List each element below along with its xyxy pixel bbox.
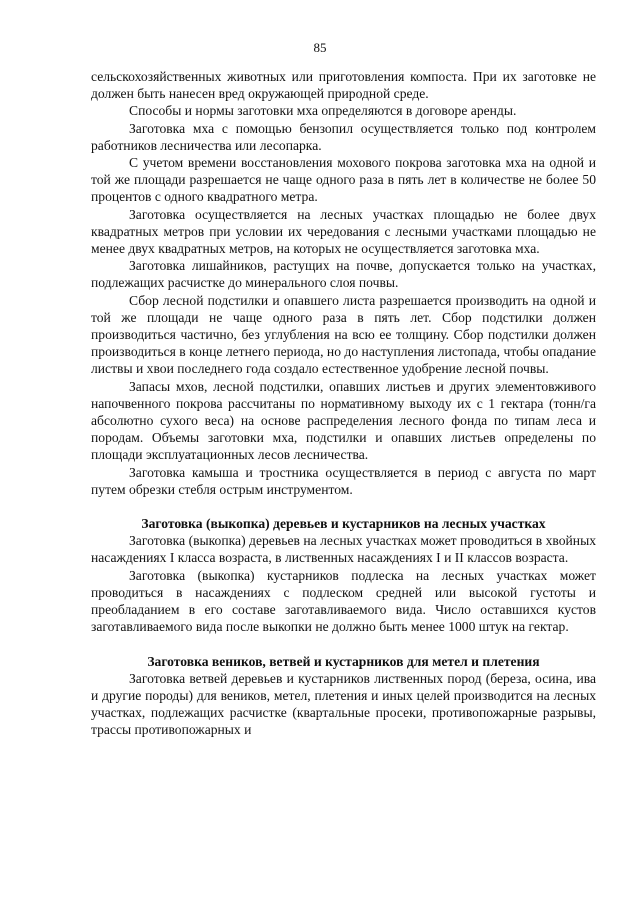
page-number: 85 — [313, 40, 327, 55]
paragraph: Заготовка осуществляется на лесных участках площадью не более двух квадратных метров при условии их чередования с лесными участками площадью не менее двух квадратных метров, на которых не осуществляется заготовка мха. — [91, 206, 596, 257]
paragraph: Заготовка лишайников, растущих на почве, допускается только на участках, подлежащих расчистке до минерального слоя почвы. — [91, 258, 596, 291]
page-body — [91, 68, 596, 739]
spacer — [91, 636, 596, 653]
paragraph: сельскохозяйственных животных или приготовления компоста. При их заготовке не должен быть нанесен вред окружающей природной среде. — [91, 69, 596, 102]
section-heading: Заготовка веников, ветвей и кустарников для метел и плетения — [147, 653, 540, 669]
paragraph: Заготовка (выкопка) деревьев на лесных участках может проводиться в хвойных насаждениях I класса возраста, в лиственных насаждениях I и II классов возраста. — [91, 533, 596, 566]
paragraph: Сбор лесной подстилки и опавшего листа разрешается производить на одной и той же площади не чаще одного раза в пять лет. Сбор подстилки должен производиться частично, без углубления на всю ее толщину. Сбор подстилки должен производиться в конце летнего периода, но до наступления листопада, чтобы опадание листвы и хвои последнего года создало естественное удобрение лесной почвы. — [91, 292, 596, 377]
paragraph: Заготовка мха с помощью бензопил осуществляется только под контролем работников лесничества или лесопарка. — [91, 120, 596, 153]
paragraph: Заготовка камыша и тростника осуществляется в период с августа по март путем обрезки стебля острым инструментом. — [91, 464, 596, 497]
spacer — [91, 498, 596, 515]
section-heading: Заготовка (выкопка) деревьев и кустарников на лесных участках — [141, 516, 546, 532]
paragraph: Заготовка (выкопка) кустарников подлеска на лесных участках может проводиться в насаждениях с подлеском средней или высокой густоты и преобладанием в его составе заготавливаемого вида. Число оставшихся кустов заготавливаемого вида после выкопки не должно быть менее 1000 штук на гектар. — [91, 567, 596, 635]
paragraph: Способы и нормы заготовки мха определяются в договоре аренды. — [129, 103, 517, 119]
paragraph: С учетом времени восстановления мохового покрова заготовка мха на одной и той же площади разрешается не чаще одного раза в пять лет в количестве не более 50 процентов с одного квадратного метра. — [91, 155, 596, 205]
paragraph: Запасы мхов, лесной подстилки, опавших листьев и других элементовживого напочвенного покрова рассчитаны по нормативному выходу их с 1 гектара (тонн/га абсолютно сухого веса) на основе распределения лесного фонда по типам леса и породам. Объемы заготовки мха, подстилки и опавших листьев определены по площади эксплуатационных лесов лесничества. — [91, 378, 596, 463]
paragraph: Заготовка ветвей деревьев и кустарников лиственных пород (береза, осина, ива и другие породы) для веников, метел, плетения и иных целей производится на лесных участках, подлежащих расчистке (квартальные просеки, противопожарные разрывы, трассы противопожарных и — [91, 670, 596, 738]
